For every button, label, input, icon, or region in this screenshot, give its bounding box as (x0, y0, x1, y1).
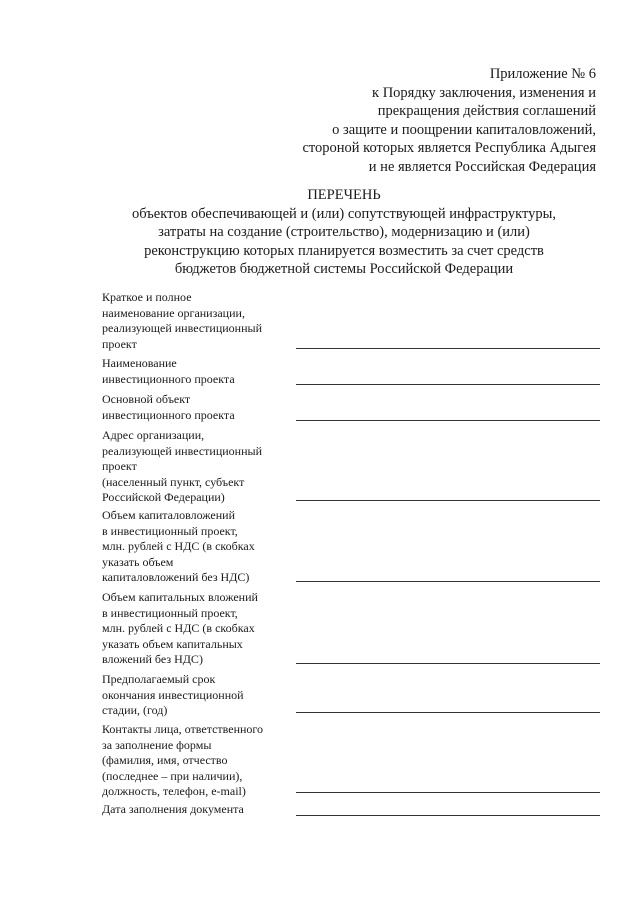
completion-year-field[interactable] (296, 712, 600, 713)
title-line: бюджетов бюджетной системы Российской Федерации (174, 261, 514, 277)
field-label (102, 392, 292, 423)
label-line: реализующей инвестиционный (102, 321, 262, 335)
field-label (102, 590, 292, 668)
label-line: указать объем (102, 554, 174, 569)
label-line: (фамилия, имя, отчество (102, 753, 228, 767)
field-label (102, 428, 292, 506)
label-line: Дата заполнения документа (102, 802, 244, 816)
field-label (102, 722, 292, 800)
label-line: (населенный пункт, субъект (102, 474, 245, 489)
label-line: реализующей инвестиционный (102, 443, 262, 458)
label-line: проект (102, 459, 137, 473)
field-label (102, 802, 292, 818)
field-label (102, 290, 292, 352)
label-line: Объем капиталовложений (102, 508, 235, 522)
label-line: Основной объект (102, 392, 191, 406)
label-line: в инвестиционный проект, (102, 523, 238, 538)
label-line: наименование организации, (102, 305, 245, 320)
label-line: Контакты лица, ответственного (102, 722, 264, 736)
label-line: млн. рублей с НДС (в скобках (102, 621, 255, 635)
label-line: проект (102, 336, 137, 351)
field-label (102, 508, 292, 586)
label-line: Краткое и полное (102, 290, 192, 304)
label-line: Российской Федерации) (102, 490, 225, 504)
appendix-line: о защите и поощрении капиталовложений, (332, 121, 596, 138)
label-line: Объем капитальных вложений (102, 590, 258, 604)
title-heading: ПЕРЕЧЕНЬ (307, 187, 381, 203)
title-line: объектов обеспечивающей и (или) сопутствующей инфраструктуры, (132, 205, 556, 222)
title-line: реконструкцию которых планируется возместить за счет средств (144, 242, 544, 259)
capital-expenditure-field[interactable] (296, 663, 600, 664)
project-name-field[interactable] (296, 384, 600, 385)
appendix-line: и не является Российская Федерация (368, 158, 596, 175)
main-object-field[interactable] (296, 420, 600, 421)
label-line: (последнее – при наличии), (102, 768, 243, 783)
fill-date-field[interactable] (296, 815, 600, 816)
label-line: стадии, (год) (102, 703, 168, 717)
label-line: Наименование (102, 356, 177, 370)
appendix-number: Приложение № 6 (489, 66, 596, 82)
label-line: окончания инвестиционной (102, 687, 244, 702)
field-label (102, 672, 292, 719)
field-label (102, 356, 292, 387)
appendix-line: стороной которых является Республика Адыгея (302, 140, 596, 156)
label-line: млн. рублей с НДС (в скобках (102, 539, 255, 553)
label-line: Адрес организации, (102, 428, 205, 442)
organization-name-field[interactable] (296, 348, 600, 349)
appendix-line: прекращения действия соглашений (377, 103, 596, 119)
label-line: вложений без НДС) (102, 652, 203, 666)
capital-investment-field[interactable] (296, 581, 600, 582)
organization-address-field[interactable] (296, 500, 600, 501)
label-line: в инвестиционный проект, (102, 605, 238, 620)
contact-person-field[interactable] (296, 792, 600, 793)
label-line: капиталовложений без НДС) (102, 570, 250, 584)
appendix-line: к Порядку заключения, изменения и (372, 84, 596, 101)
label-line: за заполнение формы (102, 737, 212, 752)
label-line: инвестиционного проекта (102, 371, 235, 386)
label-line: указать объем капитальных (102, 636, 243, 651)
label-line: должность, телефон, e-mail) (102, 784, 246, 798)
title-line: затраты на создание (строительство), модернизацию и (или) (158, 224, 530, 240)
label-line: инвестиционного проекта (102, 407, 235, 422)
label-line: Предполагаемый срок (102, 672, 216, 686)
